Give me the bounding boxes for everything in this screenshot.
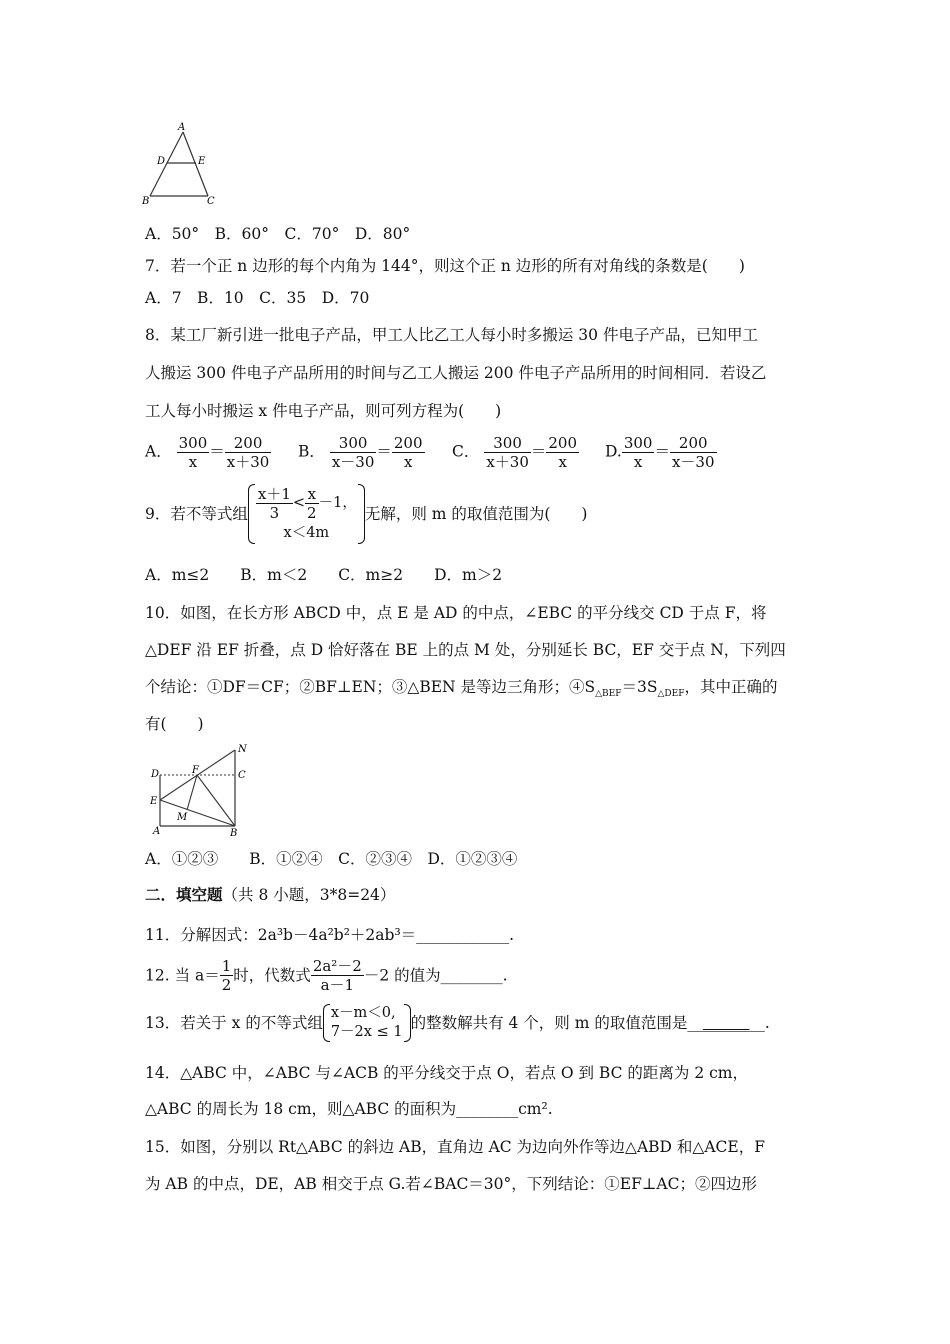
q10-line4: 有( ): [145, 715, 204, 733]
fraction: $\frac{300}{x}$: [623, 434, 653, 471]
fraction: $\frac{300}{x+30}$: [486, 434, 529, 471]
fraction: $\frac{200}{x-30}$: [671, 434, 715, 471]
label-e: E: [150, 796, 158, 807]
q10-line2: △DEF 沿 EF 折叠，点 D 恰好落在 BE 上的点 M 处，分别延长 BC，EF 交于点 N，下列四: [145, 641, 786, 659]
label-n: N: [238, 744, 247, 755]
label-c: C: [207, 196, 215, 207]
q9-options: A．m≤2 B．m＜2 C．m≥2 D．m＞2: [145, 566, 503, 584]
q8-option-d: D. $\frac{300}{x}$ ＝ $\frac{200}{x-30}$: [605, 434, 715, 471]
q9-question: 9．若不等式组 $\frac{x+1}{3}$ < $\frac{x}{2}$ －1， x＜4m 无解，则 m 的取值范围为( ): [145, 484, 587, 544]
triangle-figure-1: [138, 120, 228, 208]
q6-options: A．50° B．60° C．70° D．80°: [145, 225, 411, 243]
q7-text: 7．若一个正 n 边形的每个内角为 144°，则这个正 n 边形的所有对角线的条数是( ): [145, 257, 745, 275]
q15-line2: 为 AB 的中点，DE，AB 相交于点 G.若∠BAC＝30°，下列结论：①EF⊥AC；②四边形: [145, 1175, 757, 1193]
q10-line3: 个结论：①DF＝CF；②BF⊥EN；③△BEN 是等边三角形；$④S_{\triangle BEF}=3S_{\triangle DEF}$，其中正确的: [145, 678, 778, 700]
q14-line1: 14．△ABC 中，∠ABC 与∠ACB 的平分线交于点 O，若点 O 到 BC 的距离为 2 cm，: [145, 1064, 748, 1082]
q8-line1: 8．某工厂新引进一批电子产品，甲工人比乙工人每小时多搬运 30 件电子产品，已知甲工: [145, 326, 758, 344]
fraction: $\frac{200}{x+30}$: [226, 434, 270, 471]
q10-line1: 10．如图，在长方形 ABCD 中，点 E 是 AD 的中点，∠EBC 的平分线交 CD 于点 F，将: [145, 604, 767, 622]
q8-option-b: B． $\frac{300}{x-30}$ ＝ $\frac{200}{x}$: [298, 434, 423, 471]
q10-options: A．①②③ B．①②④ C．②③④ D．①②③④: [145, 850, 518, 868]
q8-option-a: A． $\frac{300}{x}$ ＝ $\frac{200}{x+30}$: [145, 434, 270, 471]
fraction: $\frac{300}{x-30}$: [331, 434, 375, 471]
label-d: D: [151, 769, 160, 780]
label-f: F: [192, 765, 199, 776]
label-b: B: [230, 828, 238, 838]
fraction: $\frac{200}{x}$: [548, 434, 578, 471]
label-m: M: [177, 812, 188, 823]
section-title: 二．填空题（共 8 小题，3*8=24）: [145, 885, 396, 904]
q8-line2: 人搬运 300 件电子产品所用的时间与乙工人搬运 200 件电子产品所用的时间相同．若设乙: [145, 364, 767, 382]
q7-options: A．7 B．10 C．35 D．70: [145, 289, 370, 307]
fraction: $\frac{200}{x}$: [393, 434, 423, 471]
q12-question: 12. 当 a＝ $\frac{1}{2}$ 时，代数式 $\frac{\text{2a²－2}}{a-1}$ －2 的值为________.: [145, 957, 508, 994]
label-c: C: [238, 770, 246, 781]
q14-line2: △ABC 的周长为 18 cm，则△ABC 的面积为________cm².: [145, 1100, 553, 1118]
label-b: B: [142, 196, 150, 207]
q13-question: 13．若关于 x 的不等式组 x－m＜0, 7－2x ≤ 1 的整数解共有 4 个，则 m 的取值范围是__________.: [145, 1005, 770, 1040]
q15-line1: 15．如图，分别以 Rt△ABC 的斜边 AB，直角边 AC 为边向外作等边△ABD 和△ACE，F: [145, 1138, 765, 1156]
q8-option-c: C． $\frac{300}{x+30}$ ＝ $\frac{200}{x}$: [452, 434, 578, 471]
label-a: A: [153, 826, 161, 837]
label-e: E: [198, 156, 206, 167]
q11-text: 11．分解因式：2a³b－4a²b²＋2ab³＝____________.: [145, 926, 515, 944]
label-d: D: [157, 156, 166, 167]
q8-line3: 工人每小时搬运 x 件电子产品，则可列方程为( ): [145, 402, 502, 420]
rectangle-fold-figure: [145, 740, 255, 838]
side-ab: [150, 132, 183, 196]
fraction: $\frac{300}{x}$: [178, 434, 208, 471]
label-a: A: [178, 122, 186, 133]
inequality-system: x－m＜0, 7－2x ≤ 1: [323, 1004, 411, 1042]
inequality-system: $\frac{x+1}{3}$ < $\frac{x}{2}$ －1， x＜4m: [248, 484, 365, 544]
